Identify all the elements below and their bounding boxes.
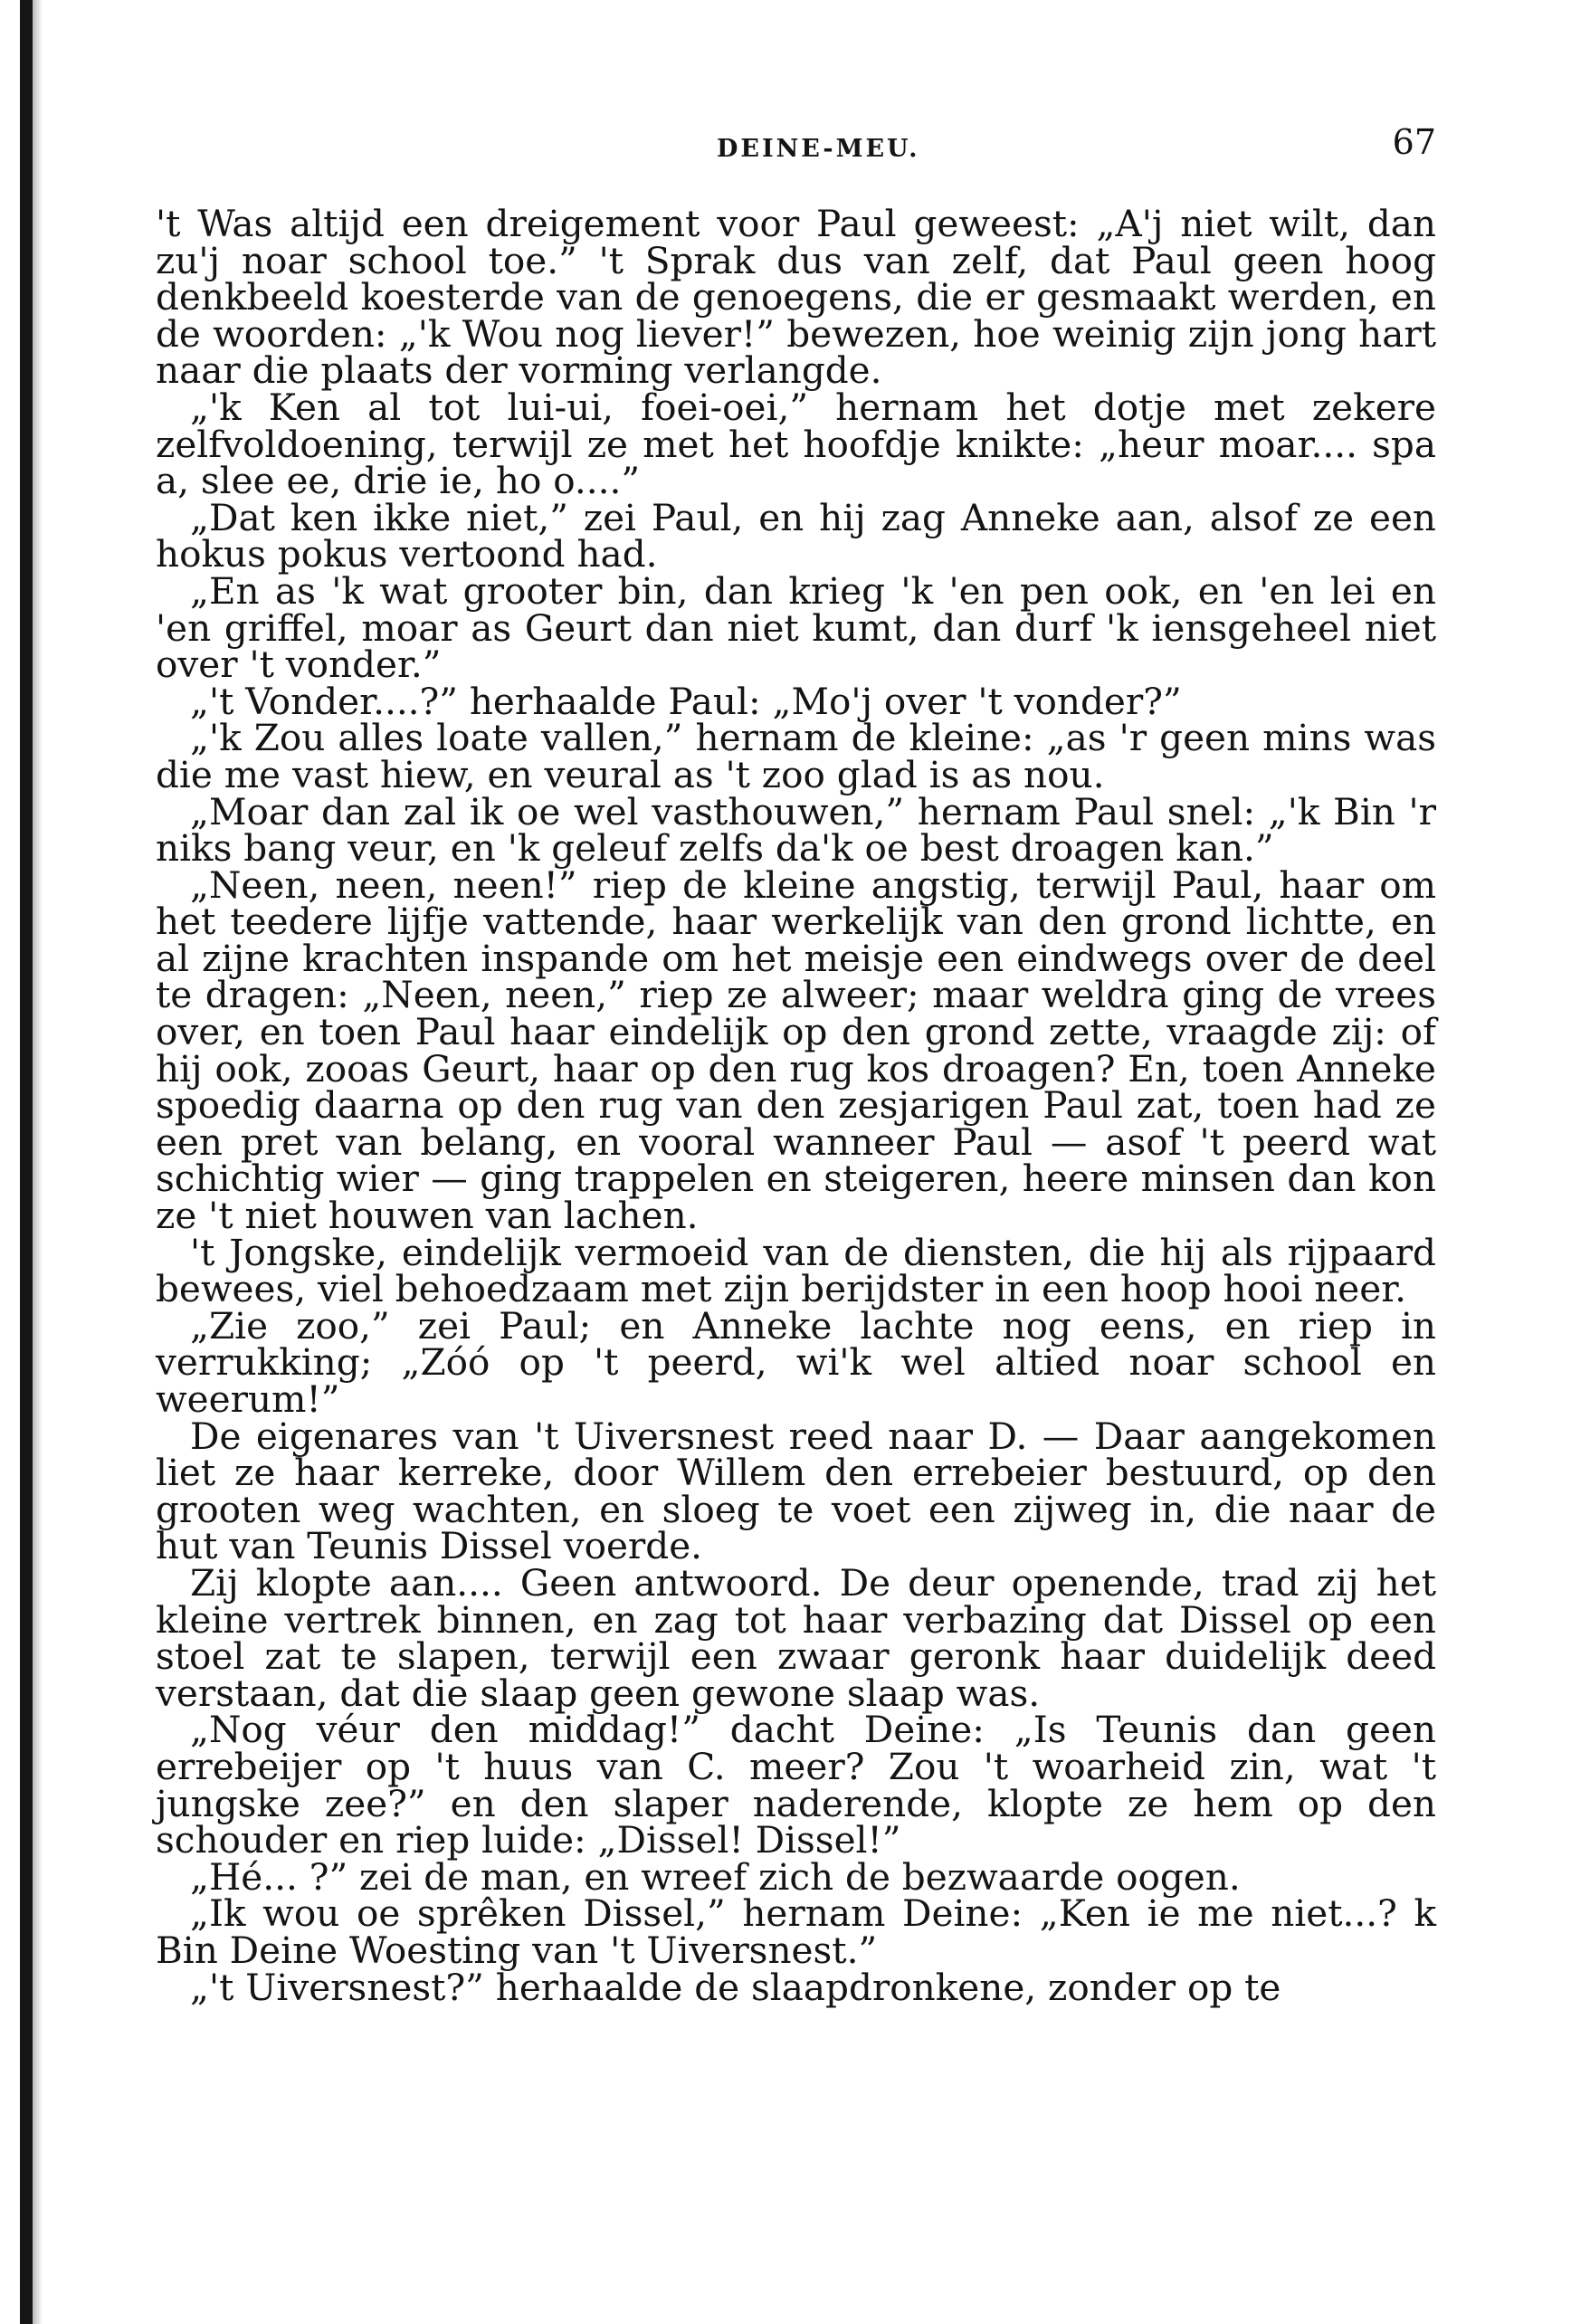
paragraph: „'t Uiversnest?” herhaalde de slaapdronkene, zonder op te <box>190 1965 1281 2009</box>
book-page <box>156 122 1436 2009</box>
paragraph: Zij klopte aan.... Geen antwoord. De deur openende, trad zij het kleine vertrek binnen, en zag tot haar verbazing dat Dissel op een stoel zat te slapen, terwijl een zwaar geronk haar duidelijk deed verstaan, dat die slaap geen gewone slaap was. <box>156 1560 1436 1715</box>
paragraph: „Moar dan zal ik oe wel vasthouwen,” hernam Paul snel: „'k Bin 'r niks bang veur, en 'k geleuf zelfs da'k oe best droagen kan.” <box>156 789 1436 871</box>
running-title: DEINE-MEU. <box>717 135 920 163</box>
page-number: 67 <box>1392 122 1436 162</box>
paragraph: „Nog véur den middag!” dacht Deine: „Is Teunis dan geen errebeijer op 't huus van C. meer? Zou 't woarheid zin, wat 't jungske zee?” en den slaper naderende, klopte ze hem op den schouder en riep luide: „Dissel! Dissel!” <box>156 1708 1436 1862</box>
body-text <box>156 202 1436 2009</box>
paragraph: „Ik wou oe sprêken Dissel,” hernam Deine: „Ken ie me niet...? k Bin Deine Woesting van 't Uiversnest.” <box>156 1891 1436 1972</box>
page-header <box>156 122 1436 176</box>
paragraph: De eigenares van 't Uiversnest reed naar D. — Daar aangekomen liet ze haar kerreke, door Willem den errebeier bestuurd, op den grooten weg wachten, en sloeg te voet een zijweg in, die naar de hut van Teunis Dissel voerde. <box>156 1414 1436 1568</box>
paragraph: „Zie zoo,” zei Paul; en Anneke lachte nog eens, en riep in verrukking; „Zóó op 't peerd, wi'k wel altied noar school en weerum!” <box>156 1303 1436 1421</box>
scan-binding-shadow <box>33 0 42 2324</box>
paragraph: „Dat ken ikke niet,” zei Paul, en hij zag Anneke aan, alsof ze een hokus pokus vertoond had. <box>156 495 1436 576</box>
paragraph: „'k Ken al tot lui-ui, foei-oei,” hernam het dotje met zekere zelfvoldoening, terwijl ze met het hoofdje knikte: „heur moar.... spa a, slee ee, drie ie, ho o....” <box>156 385 1436 503</box>
paragraph: 't Jongske, eindelijk vermoeid van de diensten, die hij als rijpaard bewees, viel behoedzaam met zijn berijdster in een hoop hooi neer. <box>156 1230 1436 1311</box>
paragraph: „Neen, neen, neen!” riep de kleine angstig, terwijl Paul, haar om het teedere lijfje vattende, haar werkelijk van den grond lichtte, en al zijne krachten inspande om het meisje een eindwegs over de deel te dragen: „Neen, neen,” riep ze alweer; maar weldra ging de vrees over, en toen Paul haar eindelijk op den grond zette, vraagde zij: of hij ook, zooas Geurt, haar op den rug kos droagen? En, toen Anneke spoedig daarna op den rug van den zesjarigen Paul zat, toen had ze een pret van belang, en vooral wanneer Paul — asof 't peerd wat schichtig wier — ging trappelen en steigeren, heere minsen dan kon ze 't niet houwen van lachen. <box>156 862 1436 1238</box>
paragraph: „'k Zou alles loate vallen,” hernam de kleine: „as 'r geen mins was die me vast hiew, en veural as 't zoo glad is as nou. <box>156 716 1436 796</box>
paragraph: „'t Vonder....?” herhaalde Paul: „Mo'j over 't vonder?” <box>190 679 1182 723</box>
paragraph: „En as 'k wat grooter bin, dan krieg 'k 'en pen ook, en 'en lei en 'en griffel, moar as Geurt dan niet kumt, dan durf 'k iensgeheel niet over 't vonder.” <box>156 568 1436 687</box>
scan-binding-edge <box>20 0 33 2324</box>
paragraph: „Hé... ?” zei de man, en wreef zich de bezwaarde oogen. <box>190 1854 1241 1899</box>
paragraph: 't Was altijd een dreigement voor Paul geweest: „A'j niet wilt, dan zu'j noar school toe.” 't Sprak dus van zelf, dat Paul geen hoog denkbeeld koesterde van de genoegens, die er gesmaakt werden, en de woorden: „'k Wou nog liever!” bewezen, hoe weinig zijn jong hart naar die plaats der vorming verlangde. <box>156 202 1436 393</box>
